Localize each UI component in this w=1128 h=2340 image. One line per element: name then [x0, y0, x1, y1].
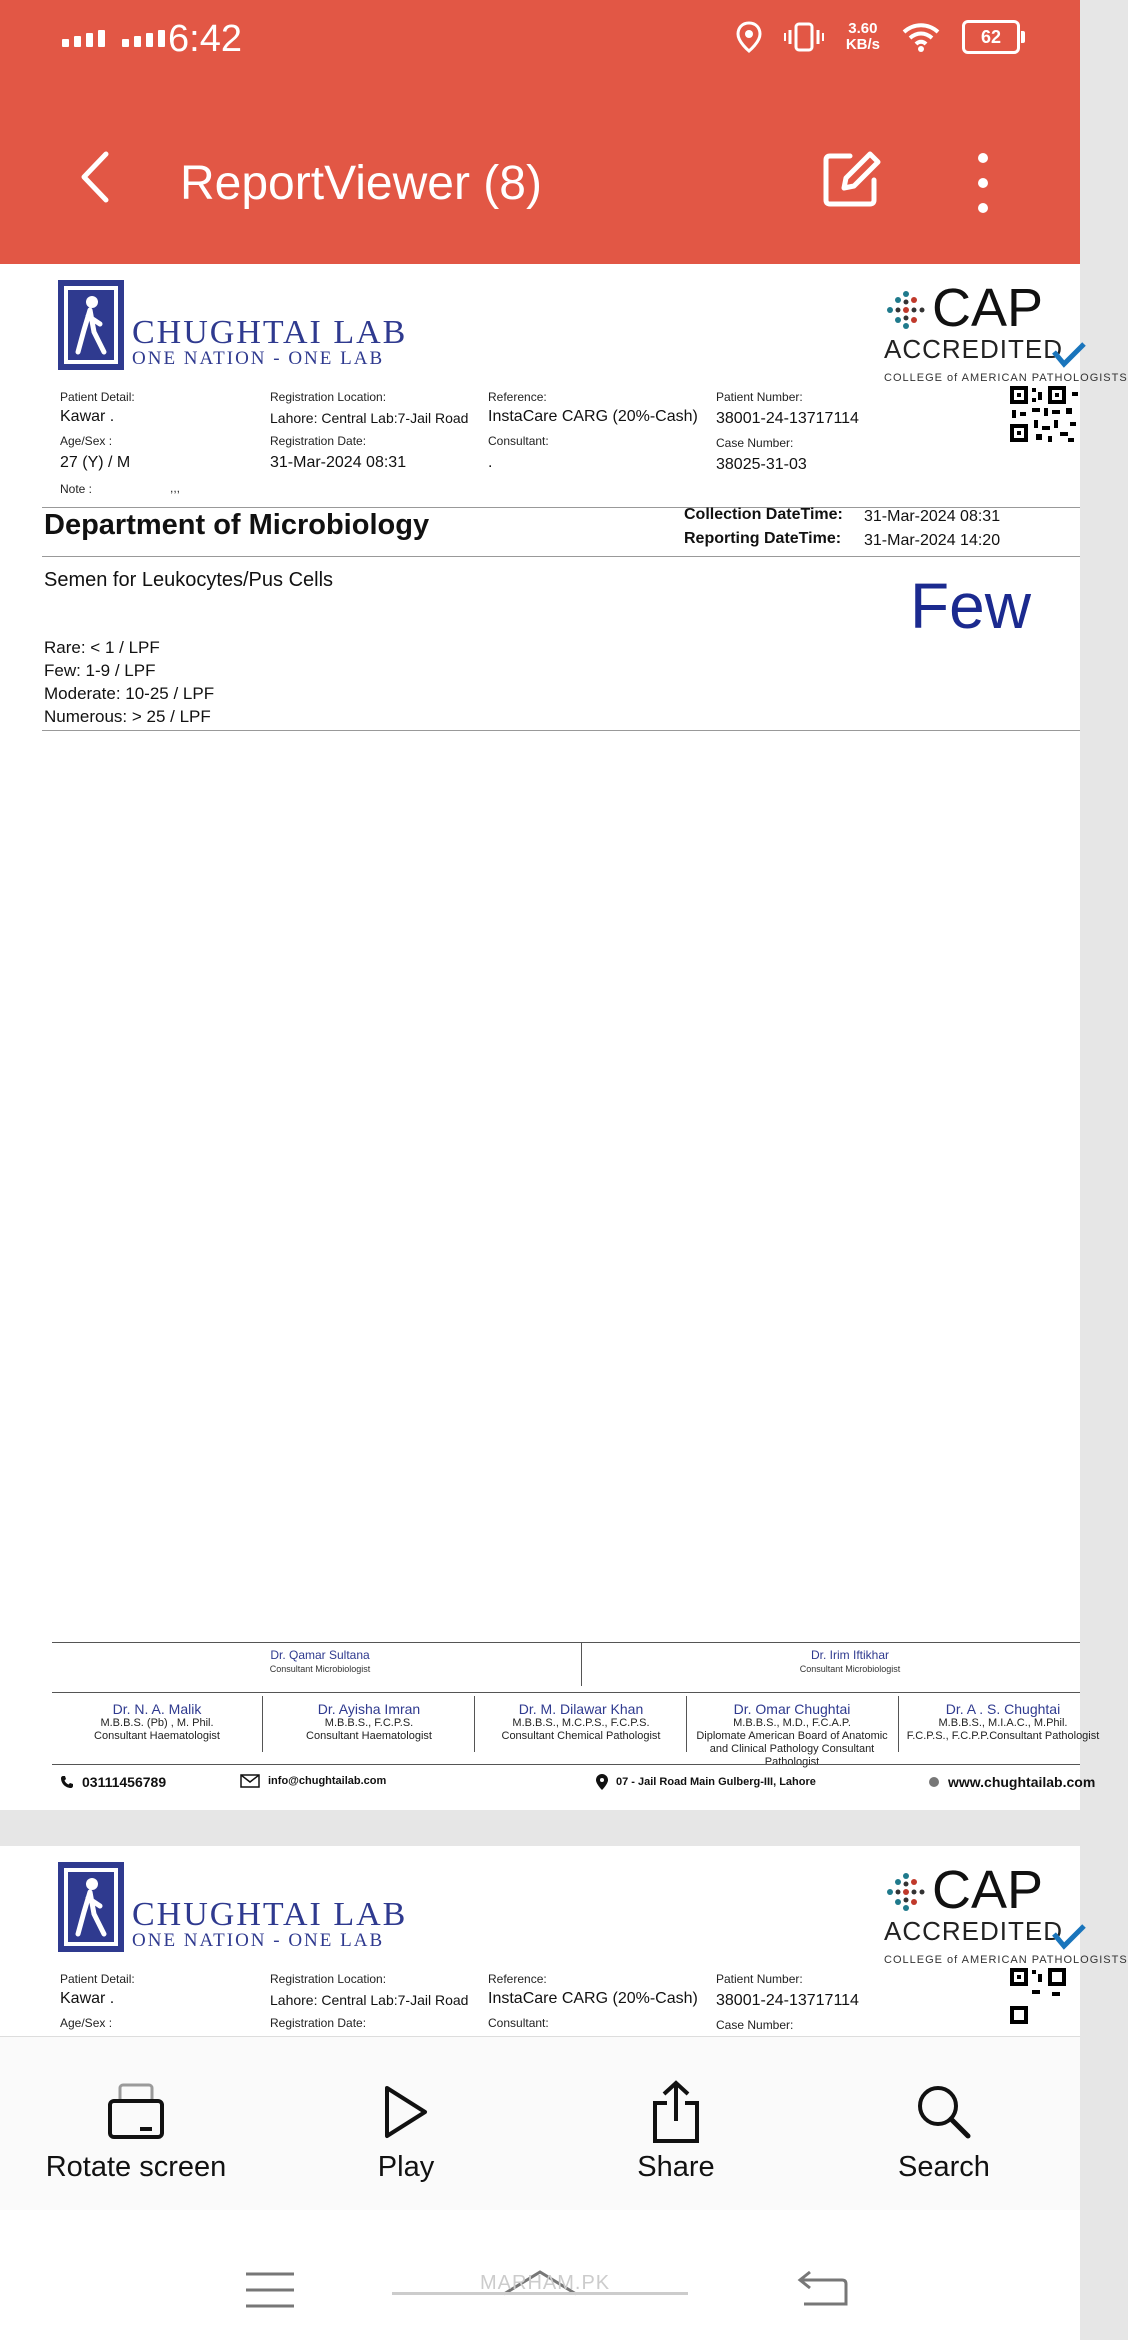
- reg-date-label: Registration Date:: [270, 434, 367, 448]
- collection-datetime-label: Collection DateTime:: [684, 506, 843, 523]
- reg-location-label: Registration Location:: [270, 1972, 387, 1986]
- department-title: Department of Microbiology: [44, 509, 430, 541]
- share-button[interactable]: Share: [576, 2077, 776, 2184]
- status-time: 6:42: [168, 18, 242, 60]
- consultant-label: Consultant:: [488, 434, 549, 448]
- edit-icon[interactable]: [820, 148, 882, 210]
- watermark: MARHAM.PK: [480, 2272, 611, 2294]
- report-page-1[interactable]: CHUGHTAI LAB ONE NATION - ONE LAB CAP ACCREDITED COLLEGE of AMERICAN PATHOLOGISTS Patient Detail: Kawar . Age/Sex : 27 (Y) / M Note : ,,, Registration Location: Lahore: Central Lab:7-Jail Road Registration Date: 31-Mar-2024 08:31 Reference: InstaCare CARG (20%-Cash) Consultant: . Patient Number: 38001-24-13717114 Case Number: 38025-31-03 Department of Microbiology Collection DateTime: 31-Mar-2024 08:31 Reporting DateTime: 31-Mar-2024 14:20 Semen for Leukocytes/Pus Cells Few Rare: < 1 / LPF Few: 1-9 / LPF Moderate: 10-25 / LPF Numerous: > 25 / LPF Dr. Qamar Sultana Consultant Microbiologist Dr. Irim Iftikhar Consultant Microbiologist Dr. N. A. Malik M.B.B.S. (Pb) , M. Phil. Consultant Haematologist Dr. Ayisha Imran M.B.B.S., F.C.P.S. Consultant Haematologist Dr. M. Dilawar Khan M.B.B.S., M.C.P.S., F.C.P.S. Consultant Chemical Pathologist Dr. Omar Chughtai M.B.B.S., M.D., F.C.A.P. Diplomate American Board of Anatomic and Clinical Pathology Consultant Pathologist Dr. A . S. Chughtai M.B.B.S., M.I.A.C., M.Phil. F.C.P.S., F.C.P.P.Consultant Pathologist 03111456789 info@chughtailab.com 07 - Jail Road Main Gulberg-III, Lahore www.chughtailab.com: [0, 264, 1080, 1810]
- reference-range: Numerous: > 25 / LPF: [44, 707, 211, 726]
- page-title: ReportViewer (8): [180, 157, 542, 210]
- app-bar: [0, 90, 1080, 264]
- check-icon: [1052, 1924, 1086, 1950]
- divider: [42, 730, 1080, 731]
- reference-label: Reference:: [488, 390, 547, 404]
- note-value: ,,,: [170, 481, 181, 495]
- qr-code: [1010, 1968, 1080, 2026]
- more-options-icon[interactable]: [968, 150, 998, 216]
- patient-detail-label: Patient Detail:: [60, 1972, 135, 1986]
- email-icon: [240, 1774, 260, 1788]
- wifi-icon: [902, 22, 940, 52]
- bottom-action-bar: [0, 2036, 1080, 2211]
- report-page-2[interactable]: CHUGHTAI LAB ONE NATION - ONE LAB CAP ACCREDITED COLLEGE of AMERICAN PATHOLOGISTS Patient Detail: Kawar . Age/Sex : Registration Location: Lahore: Central Lab:7-Jail Road Registration Date: Reference: InstaCare CARG (20%-Cash) Consultant: Patient Number: 38001-24-13717114 Case Number:: [0, 1846, 1080, 2036]
- reference-value: InstaCare CARG (20%-Cash): [488, 1990, 698, 2007]
- patient-name: Kawar .: [60, 408, 115, 425]
- rotate-screen-button[interactable]: Rotate screen: [36, 2077, 236, 2184]
- doctor-ayisha-imran: Dr. Ayisha Imran M.B.B.S., F.C.P.S. Consultant Haematologist: [306, 1701, 432, 1742]
- signature-irim-iftikhar: Dr. Irim Iftikhar Consultant Microbiologist: [799, 1648, 901, 1674]
- reg-location-value: Lahore: Central Lab:7-Jail Road: [270, 1992, 469, 2008]
- patient-number-value: 38001-24-13717114: [716, 1992, 859, 2009]
- signature-qamar-sultana: Dr. Qamar Sultana Consultant Microbiologist: [269, 1648, 371, 1674]
- signal-icon: [62, 30, 105, 47]
- system-nav-bar: [0, 2210, 1080, 2340]
- qr-code: [1010, 386, 1080, 444]
- doctor-as-chughtai: Dr. A . S. Chughtai M.B.B.S., M.I.A.C., M.Phil. F.C.P.S., F.C.P.P.Consultant Pathologist: [906, 1701, 1100, 1742]
- play-button[interactable]: Play: [306, 2077, 506, 2184]
- divider: [42, 556, 1080, 557]
- reference-label: Reference:: [488, 1972, 547, 1986]
- search-button[interactable]: Search: [844, 2077, 1044, 2184]
- divider: [474, 1696, 475, 1752]
- reporting-datetime-label: Reporting DateTime:: [684, 530, 842, 547]
- check-icon: [1052, 342, 1086, 368]
- play-icon: [381, 2084, 431, 2140]
- divider: [52, 1764, 1080, 1765]
- doctor-omar-chughtai: Dr. Omar Chughtai M.B.B.S., M.D., F.C.A.P. Diplomate American Board of Anatomic and Clinical Pathology Consultant Pathologist: [696, 1701, 888, 1768]
- case-number-label: Case Number:: [716, 2018, 794, 2032]
- back-arrow-icon[interactable]: [70, 142, 130, 212]
- divider: [581, 1642, 582, 1686]
- reference-value: InstaCare CARG (20%-Cash): [488, 408, 698, 425]
- patient-number-label: Patient Number:: [716, 390, 803, 404]
- status-bar: [0, 0, 1080, 90]
- case-number-value: 38025-31-03: [716, 456, 807, 473]
- location-pin-icon: [596, 1774, 608, 1790]
- reference-range: Moderate: 10-25 / LPF: [44, 684, 215, 703]
- reg-date-label: Registration Date:: [270, 2016, 367, 2030]
- signature-line: [52, 1642, 1080, 1643]
- age-sex-label: Age/Sex :: [60, 434, 113, 448]
- phone-icon: [60, 1775, 74, 1789]
- rotate-screen-icon: [106, 2081, 166, 2143]
- globe-icon: [928, 1776, 940, 1788]
- age-sex-label: Age/Sex :: [60, 2016, 113, 2030]
- case-number-label: Case Number:: [716, 436, 794, 450]
- reference-range: Rare: < 1 / LPF: [44, 638, 160, 657]
- patient-name: Kawar .: [60, 1990, 115, 2007]
- footer-address: 07 - Jail Road Main Gulberg-III, Lahore: [596, 1774, 816, 1790]
- consultant-label: Consultant:: [488, 2016, 549, 2030]
- search-icon: [914, 2082, 974, 2142]
- chughtai-lab-logo: CHUGHTAI LAB ONE NATION - ONE LAB: [58, 280, 407, 370]
- location-icon: [736, 21, 762, 53]
- reg-date-value: 31-Mar-2024 08:31: [270, 454, 407, 471]
- doctor-na-malik: Dr. N. A. Malik M.B.B.S. (Pb) , M. Phil. Consultant Haematologist: [94, 1701, 220, 1742]
- test-result: Few: [910, 570, 1031, 642]
- test-name: Semen for Leukocytes/Pus Cells: [44, 569, 334, 591]
- signal-icon-2: [122, 30, 165, 47]
- footer-website: www.chughtailab.com: [928, 1774, 1095, 1790]
- vibrate-icon: [784, 21, 824, 53]
- chughtai-lab-logo: CHUGHTAI LAB ONE NATION - ONE LAB: [58, 1862, 407, 1952]
- age-sex-value: 27 (Y) / M: [60, 454, 131, 471]
- divider: [52, 1692, 1080, 1693]
- battery-icon: 62: [962, 20, 1020, 54]
- footer-phone: 03111456789: [60, 1774, 166, 1790]
- share-icon: [649, 2079, 703, 2145]
- menu-icon[interactable]: [244, 2270, 296, 2310]
- patient-number-value: 38001-24-13717114: [716, 410, 859, 427]
- reference-range: Few: 1-9 / LPF: [44, 661, 156, 680]
- footer-email: info@chughtailab.com: [240, 1774, 386, 1788]
- patient-number-label: Patient Number:: [716, 1972, 803, 1986]
- patient-detail-label: Patient Detail:: [60, 390, 135, 404]
- network-speed: 3.60 KB/s: [845, 20, 880, 53]
- divider: [262, 1696, 263, 1752]
- note-label: Note :: [60, 482, 93, 496]
- doctor-dilawar-khan: Dr. M. Dilawar Khan M.B.B.S., M.C.P.S., F.C.P.S. Consultant Chemical Pathologist: [501, 1701, 661, 1742]
- consultant-value: .: [488, 454, 493, 471]
- reg-location-label: Registration Location:: [270, 390, 387, 404]
- back-icon[interactable]: [796, 2268, 850, 2308]
- reporting-datetime-value: 31-Mar-2024 14:20: [864, 532, 1001, 549]
- collection-datetime-value: 31-Mar-2024 08:31: [864, 508, 1001, 525]
- reg-location-value: Lahore: Central Lab:7-Jail Road: [270, 410, 469, 426]
